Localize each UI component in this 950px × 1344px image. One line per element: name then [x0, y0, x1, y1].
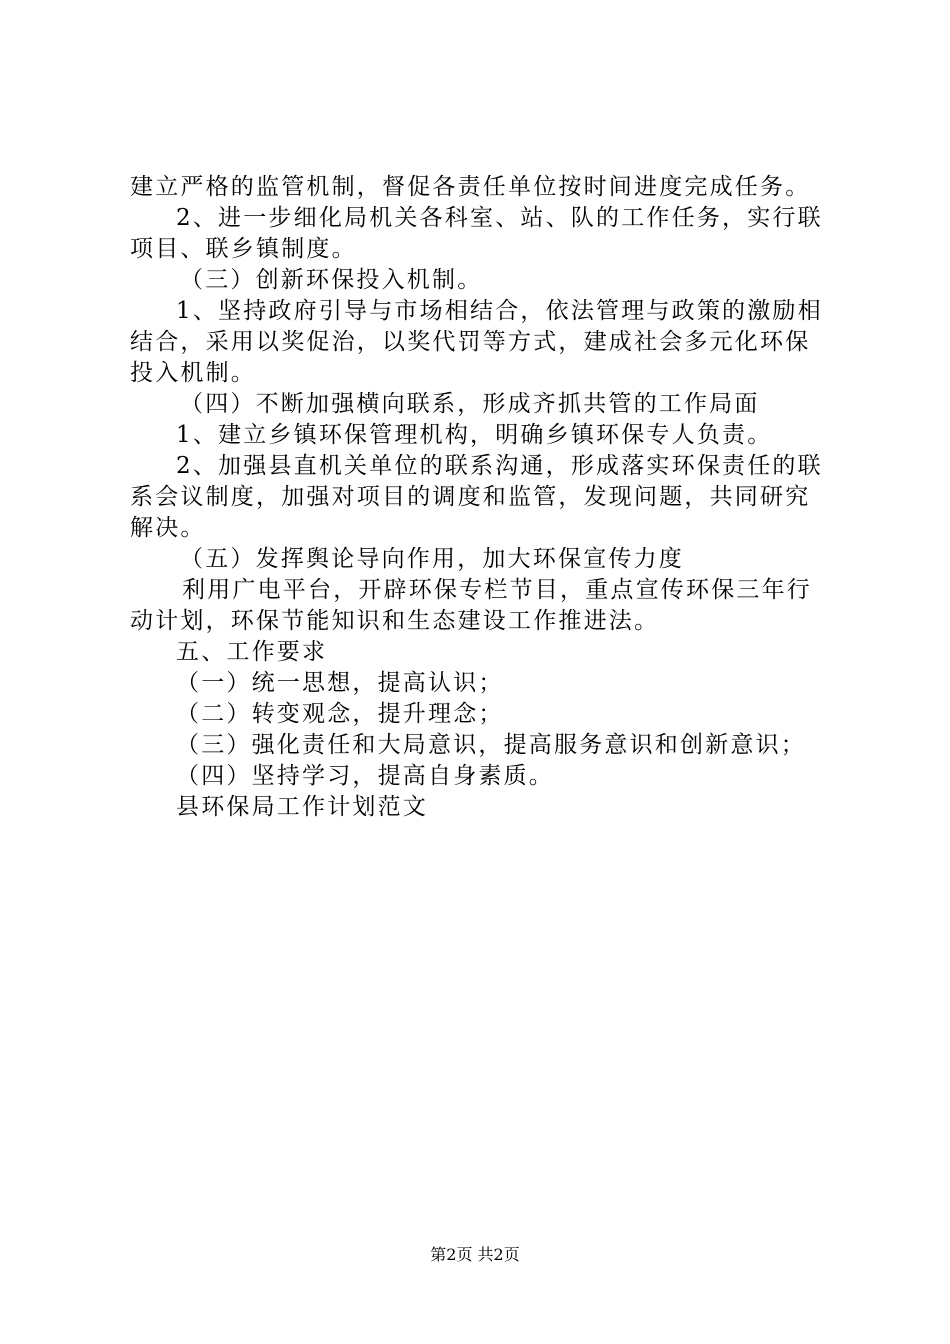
text-line: 1、坚持政府引导与市场相结合，依法管理与政策的激励相 — [176, 298, 823, 324]
text-line: （四）不断加强横向联系，形成齐抓共管的工作局面 — [180, 391, 760, 417]
page-footer: 第2页 共2页 — [430, 1245, 520, 1264]
text-line: 县环保局工作计划范文 — [176, 794, 428, 820]
text-line: 投入机制。 — [130, 360, 256, 386]
text-line: 1、建立乡镇环保管理机构，明确乡镇环保专人负责。 — [176, 422, 773, 448]
text-line: 2、进一步细化局机关各科室、站、队的工作任务，实行联 — [176, 205, 823, 231]
text-line: （二）转变观念，提升理念； — [176, 701, 504, 727]
text-line: 结合，采用以奖促治，以奖代罚等方式，建成社会多元化环保 — [130, 329, 811, 355]
text-line: 建立严格的监管机制，督促各责任单位按时间进度完成任务。 — [130, 174, 811, 200]
text-line: （一）统一思想，提高认识； — [176, 670, 504, 696]
text-line: （五）发挥舆论导向作用，加大环保宣传力度 — [180, 546, 684, 572]
text-line: 动计划，环保节能知识和生态建设工作推进法。 — [130, 608, 660, 634]
text-line: 系会议制度，加强对项目的调度和监管，发现问题，共同研究 — [130, 484, 811, 510]
document-body — [130, 172, 830, 823]
text-line: （四）坚持学习，提高自身素质。 — [176, 763, 554, 789]
text-line: （三）强化责任和大局意识，提高服务意识和创新意识； — [176, 732, 806, 758]
text-line: 五、工作要求 — [176, 639, 328, 665]
text-line: 利用广电平台，开辟环保专栏节目，重点宣传环保三年行 — [182, 577, 812, 603]
text-line: 项目、联乡镇制度。 — [130, 236, 357, 262]
text-line: 解决。 — [130, 515, 206, 541]
text-line: （三）创新环保投入机制。 — [180, 267, 483, 293]
text-line: 2、加强县直机关单位的联系沟通，形成落实环保责任的联 — [176, 453, 823, 479]
